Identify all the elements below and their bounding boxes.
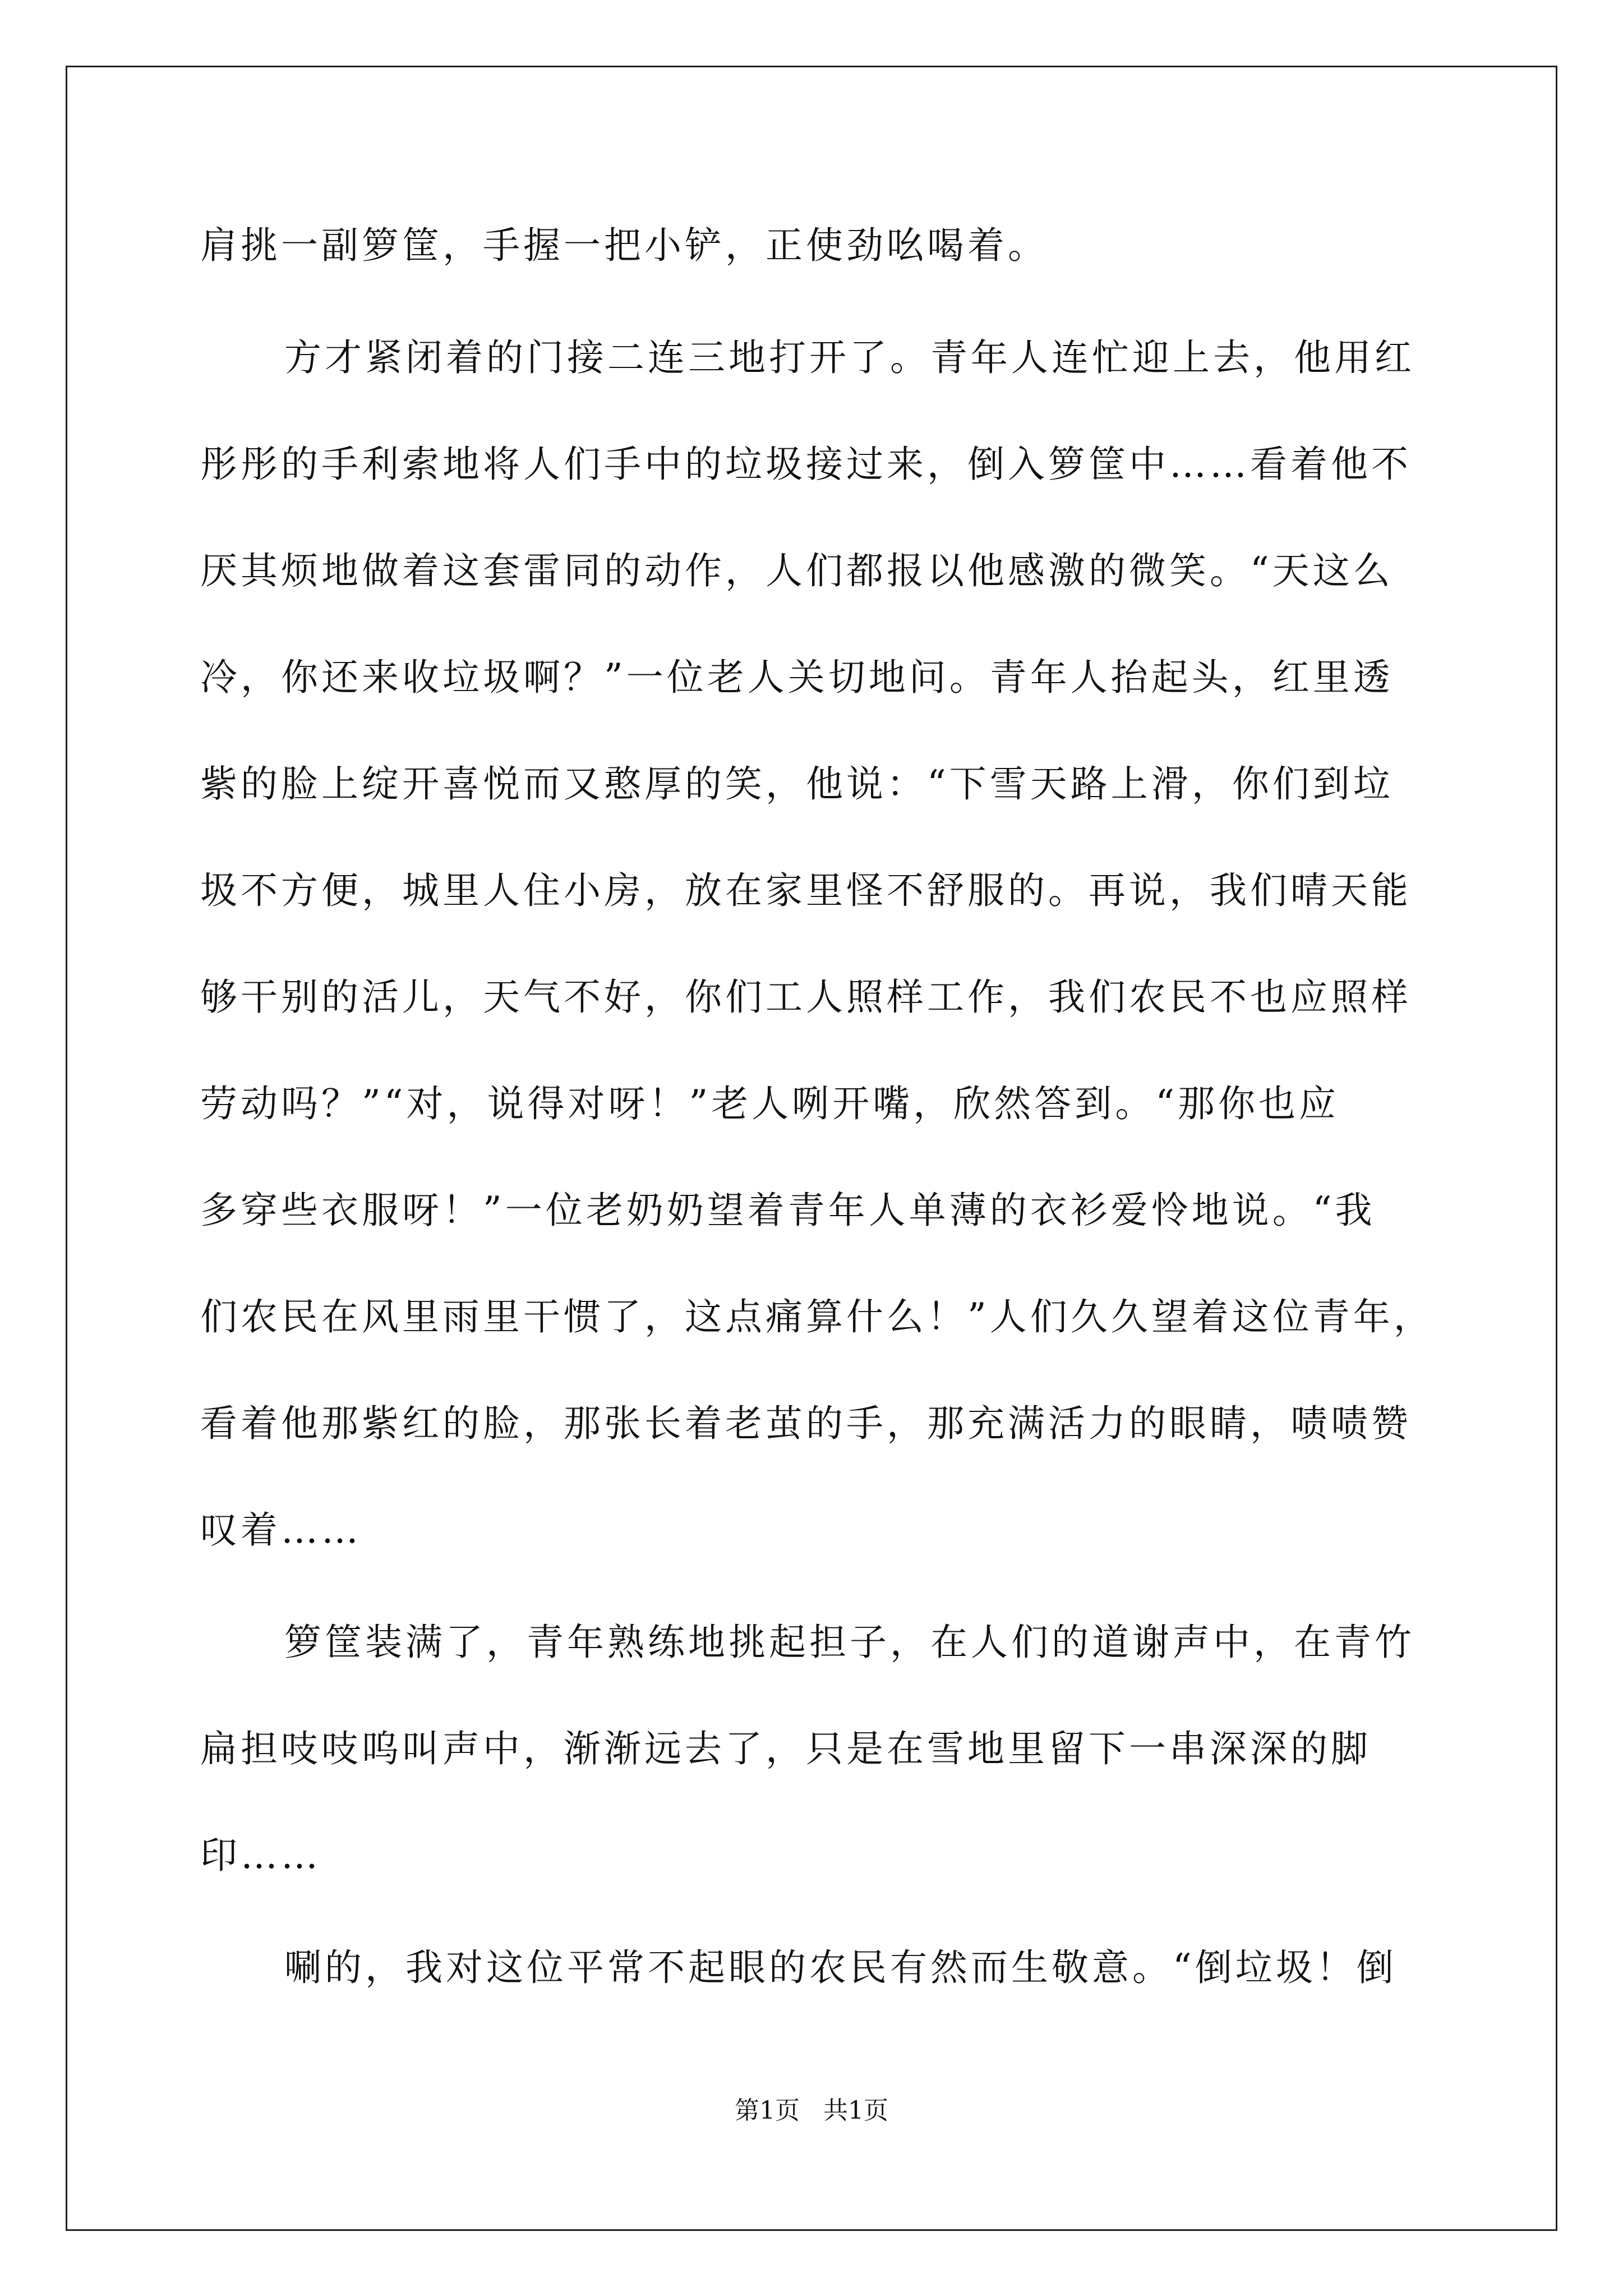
body-line-14: 箩筐装满了，青年熟练地挑起担子，在人们的道谢声中，在青竹 xyxy=(284,1621,1415,1664)
body-line-15: 扁担吱吱呜叫声中，渐渐远去了，只是在雪地里留下一串深深的脚 xyxy=(200,1727,1371,1770)
body-line-11: 们农民在风里雨里干惯了，这点痛算什么！”人们久久望着这位青年， xyxy=(200,1295,1434,1338)
body-line-5: 冷，你还来收垃圾啊？”一位老人关切地问。青年人抬起头，红里透 xyxy=(200,656,1394,699)
body-line-3: 彤彤的手利索地将人们手中的垃圾接过来，倒入箩筐中……看着他不 xyxy=(200,443,1412,486)
body-line-4: 厌其烦地做着这套雷同的动作，人们都报以他感激的微笑。“天这么 xyxy=(200,549,1394,592)
page-border xyxy=(66,66,1557,2231)
body-line-1: 肩挑一副箩筐，手握一把小铲，正使劲吆喝着。 xyxy=(200,224,1048,267)
body-line-12: 看着他那紫红的脸，那张长着老茧的手，那充满活力的眼睛，啧啧赞 xyxy=(200,1402,1412,1445)
body-line-9: 劳动吗？”“对，说得对呀！”老人咧开嘴，欣然答到。“那你也应 xyxy=(200,1082,1339,1125)
body-line-2: 方才紧闭着的门接二连三地打开了。青年人连忙迎上去，他用红 xyxy=(284,336,1415,379)
body-line-13: 叹着…… xyxy=(200,1508,362,1552)
body-line-16: 印…… xyxy=(200,1834,321,1877)
page-footer: 第1页 共1页 xyxy=(735,2096,888,2125)
body-line-10: 多穿些衣服呀！”一位老奶奶望着青年人单薄的衣衫爱怜地说。“我 xyxy=(200,1189,1376,1232)
body-line-6: 紫的脸上绽开喜悦而又憨厚的笑，他说：“下雪天路上滑，你们到垃 xyxy=(200,762,1394,806)
body-line-17: 唰的，我对这位平常不起眼的农民有然而生敬意。“倒垃圾！倒 xyxy=(284,1946,1397,1989)
body-line-7: 圾不方便，城里人住小房，放在家里怪不舒服的。再说，我们晴天能 xyxy=(200,869,1412,912)
body-line-8: 够干别的活儿，天气不好，你们工人照样工作，我们农民不也应照样 xyxy=(200,976,1412,1019)
